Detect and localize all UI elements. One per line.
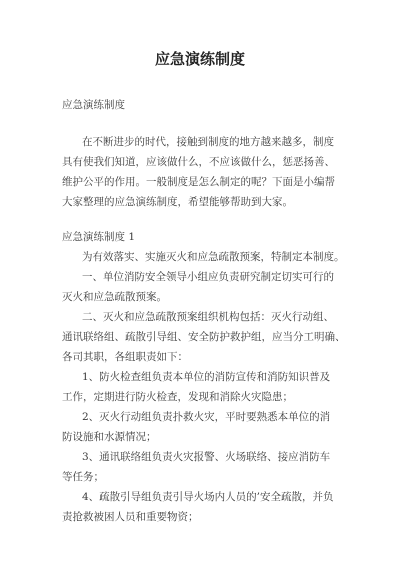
section-line-4: 二、灭火和应急疏散预案组织机构包括：灭火行动组、	[82, 311, 334, 323]
section-line-14: 责抢救被困人员和重要物资；	[62, 511, 199, 523]
section-line-13: 4、疏散引导组负责引导火场内人员的’安全疏散，并负	[82, 491, 334, 503]
intro-line-4: 大家整理的应急演练制度，希望能够帮助到大家。	[62, 196, 293, 208]
section-line-3: 灭火和应急疏散预案。	[62, 291, 167, 303]
section-line-6: 各司其职，各组职责如下：	[62, 351, 188, 363]
section-line-12: 等任务；	[62, 471, 104, 483]
section-line-8: 工作，定期进行防火检查，发现和消除火灾隐患；	[62, 391, 293, 403]
section-line-7: 1、防火检查组负责本单位的消防宣传和消防知识普及	[82, 371, 331, 383]
document-title: 应急演练制度	[154, 50, 245, 68]
intro-line-2: 具有使我们知道，应该做什么，不应该做什么，惩恶扬善、	[62, 156, 335, 168]
section-line-10: 防设施和水源情况；	[62, 431, 157, 443]
section-line-2: 一、单位消防安全领导小组应负责研究制定切实可行的	[82, 271, 334, 283]
section-line-5: 通讯联络组、疏散引导组、安全防护救护组，应当分工明确、	[62, 331, 346, 343]
subheading: 应急演练制度	[62, 99, 125, 111]
intro-line-3: 维护公平的作用。一般制度是怎么制定的呢？下面是小编帮	[62, 176, 335, 188]
section-line-11: 3、通讯联络组负责火灾报警、火场联络、接应消防车	[82, 451, 331, 463]
intro-line-1: 在不断进步的时代，接触到制度的地方越来越多，制度	[82, 136, 334, 148]
section-line-9: 2、灭火行动组负责扑救火灾，平时要熟悉本单位的消	[82, 411, 331, 423]
section-heading: 应急演练制度 1	[62, 231, 136, 243]
section-line-1: 为有效落实、实施灭火和应急疏散预案，特制定本制度。	[82, 251, 345, 263]
